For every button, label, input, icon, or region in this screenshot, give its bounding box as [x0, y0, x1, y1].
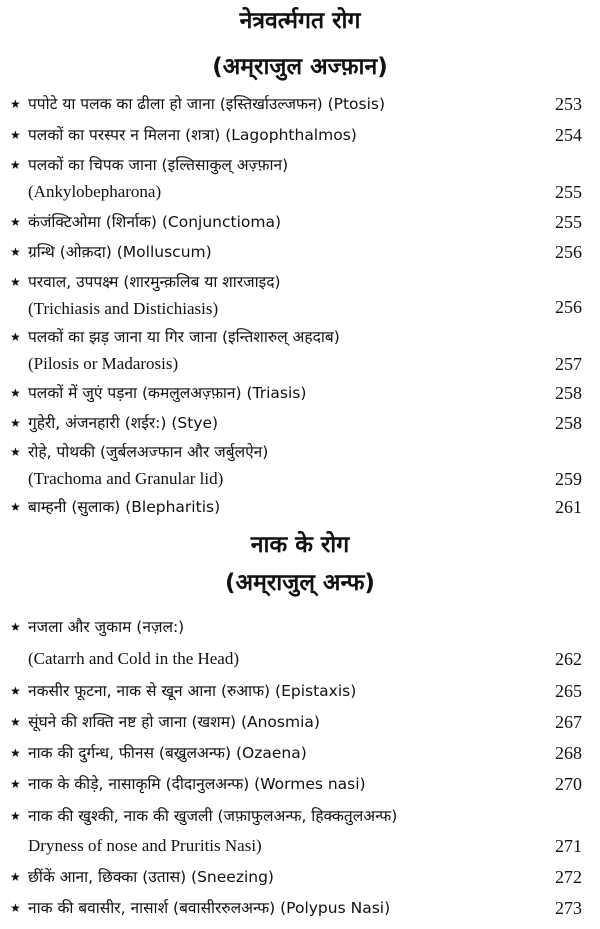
star-icon: ★ — [10, 158, 21, 172]
entry-title: पपोटे या पलक का ढीला हो जाना (इस्तिर्खाउल्जफन) (Ptosis) — [28, 95, 386, 113]
toc-entry[interactable] — [10, 803, 582, 829]
entry-page-number: 258 — [555, 413, 582, 433]
star-icon: ★ — [10, 870, 21, 884]
entry-continuation: (Trichiasis and Distichiasis) — [28, 299, 219, 318]
section-title-nose-diseases: नाक के रोग — [250, 532, 350, 558]
entry-title: ग्रन्थि (ओक़दा) (Molluscum) — [28, 243, 212, 261]
entry-page-number: 265 — [555, 681, 582, 701]
entry-continuation: (Trachoma and Granular lid) — [28, 469, 224, 488]
entry-page-number: 256 — [555, 297, 582, 317]
entry-title: परवाल, उपपक्ष्म (शारमुन्क़लिब या शारजाइद) — [28, 273, 281, 291]
star-icon: ★ — [10, 620, 21, 634]
entry-title: नाक की खुश्की, नाक की खुजली (जफ़ाफुलअन्फ, हिक्कतुलअन्फ) — [28, 807, 398, 825]
entry-page-number: 257 — [555, 354, 582, 374]
entry-continuation: (Catarrh and Cold in the Head) — [28, 649, 240, 668]
entry-page-number: 272 — [555, 867, 582, 887]
entry-page-number: 255 — [555, 212, 582, 232]
entry-page-number: 256 — [555, 242, 582, 262]
star-icon: ★ — [10, 128, 21, 142]
entry-page-number: 262 — [555, 649, 582, 669]
toc-entry[interactable] — [10, 269, 582, 295]
section-subtitle-nose-diseases: (अम्‌राजुल् अन्फ) — [225, 570, 375, 596]
star-icon: ★ — [10, 500, 21, 514]
star-icon: ★ — [10, 386, 21, 400]
star-icon: ★ — [10, 684, 21, 698]
entry-page-number: 271 — [555, 836, 582, 856]
section-title-eyelid-diseases: नेत्रवर्त्मगत रोग — [239, 8, 361, 34]
star-icon: ★ — [10, 746, 21, 760]
toc-entry[interactable] — [10, 209, 582, 235]
entry-page-number: 255 — [555, 182, 582, 202]
entry-title: सूंघने की शक्ति नष्ट हो जाना (खशम) (Anosmia) — [28, 713, 320, 731]
entry-page-number: 273 — [555, 898, 582, 918]
toc-entry[interactable] — [10, 380, 582, 406]
entry-page-number: 254 — [555, 125, 582, 145]
entry-title: नजला और जुकाम (नज़ल:) — [28, 618, 185, 636]
section-subtitle-eyelid-diseases: (अम्‌राजुल अज्फ़ान) — [212, 54, 388, 80]
entry-title: नाक की बवासीर, नासार्श (बवासीररुलअन्फ) (Polypus Nasi) — [28, 899, 391, 917]
entry-page-number: 261 — [555, 497, 582, 517]
toc-entry[interactable] — [10, 678, 582, 704]
star-icon: ★ — [10, 215, 21, 229]
toc-entry[interactable] — [10, 439, 582, 465]
toc-entry[interactable] — [10, 740, 582, 766]
star-icon: ★ — [10, 275, 21, 289]
entry-page-number: 258 — [555, 383, 582, 403]
entry-title: नकसीर फूटना, नाक से खून आना (रुआफ) (Epistaxis) — [28, 682, 357, 700]
star-icon: ★ — [10, 901, 21, 915]
star-icon: ★ — [10, 445, 21, 459]
entry-title: नाक की दुर्गन्ध, फीनस (बख्रुलअन्फ) (Ozaena) — [28, 744, 307, 762]
entry-title: पलकों का झड़ जाना या गिर जाना (इन्तिशारुल् अहदाब) — [28, 328, 340, 346]
entry-title: रोहे, पोथकी (जुर्बलअज्फान और जर्बुलऐन) — [28, 443, 269, 461]
star-icon: ★ — [10, 809, 21, 823]
entry-title: बाम्हनी (सुलाक) (Blepharitis) — [28, 498, 221, 516]
entry-page-number: 267 — [555, 712, 582, 732]
entry-title: कंजंक्टिओमा (शिर्नाक) (Conjunctioma) — [28, 213, 282, 231]
entry-continuation: (Pilosis or Madarosis) — [28, 354, 179, 373]
star-icon: ★ — [10, 715, 21, 729]
toc-entry[interactable] — [10, 324, 582, 350]
entry-title: नाक के कीड़े, नासाकृमि (दीदानुलअन्फ) (Wormes nasi) — [28, 775, 366, 793]
toc-entry[interactable] — [10, 494, 582, 520]
toc-entry[interactable] — [10, 864, 582, 890]
entry-page-number: 268 — [555, 743, 582, 763]
entry-title: पलकों में जुएं पड़ना (कमलुलअज़्फ़ान) (Triasis) — [28, 384, 307, 402]
toc-entry[interactable] — [10, 771, 582, 797]
entry-page-number: 270 — [555, 774, 582, 794]
entry-title: गुहेरी, अंजनहारी (शईर:) (Stye) — [28, 414, 219, 432]
star-icon: ★ — [10, 245, 21, 259]
toc-entry[interactable] — [10, 91, 582, 117]
star-icon: ★ — [10, 97, 21, 111]
entry-continuation: (Ankylobepharona) — [28, 182, 162, 201]
toc-entry[interactable] — [10, 152, 582, 178]
toc-entry[interactable] — [10, 122, 582, 148]
entry-page-number: 259 — [555, 469, 582, 489]
toc-entry[interactable] — [10, 614, 582, 640]
entry-title: पलकों का परस्पर न मिलना (शत्रा) (Lagophthalmos) — [28, 126, 357, 144]
entry-page-number: 253 — [555, 94, 582, 114]
toc-entry[interactable] — [10, 709, 582, 735]
star-icon: ★ — [10, 777, 21, 791]
toc-entry[interactable] — [10, 239, 582, 265]
star-icon: ★ — [10, 416, 21, 430]
entry-continuation: Dryness of nose and Pruritis Nasi) — [28, 836, 262, 855]
entry-title: छींकें आना, छिक्का (उतास) (Sneezing) — [28, 868, 274, 886]
star-icon: ★ — [10, 330, 21, 344]
toc-entry[interactable] — [10, 410, 582, 436]
toc-entry[interactable] — [10, 895, 582, 921]
entry-title: पलकों का चिपक जाना (इल्तिसाकुल् अज़्फ़ान) — [28, 156, 289, 174]
